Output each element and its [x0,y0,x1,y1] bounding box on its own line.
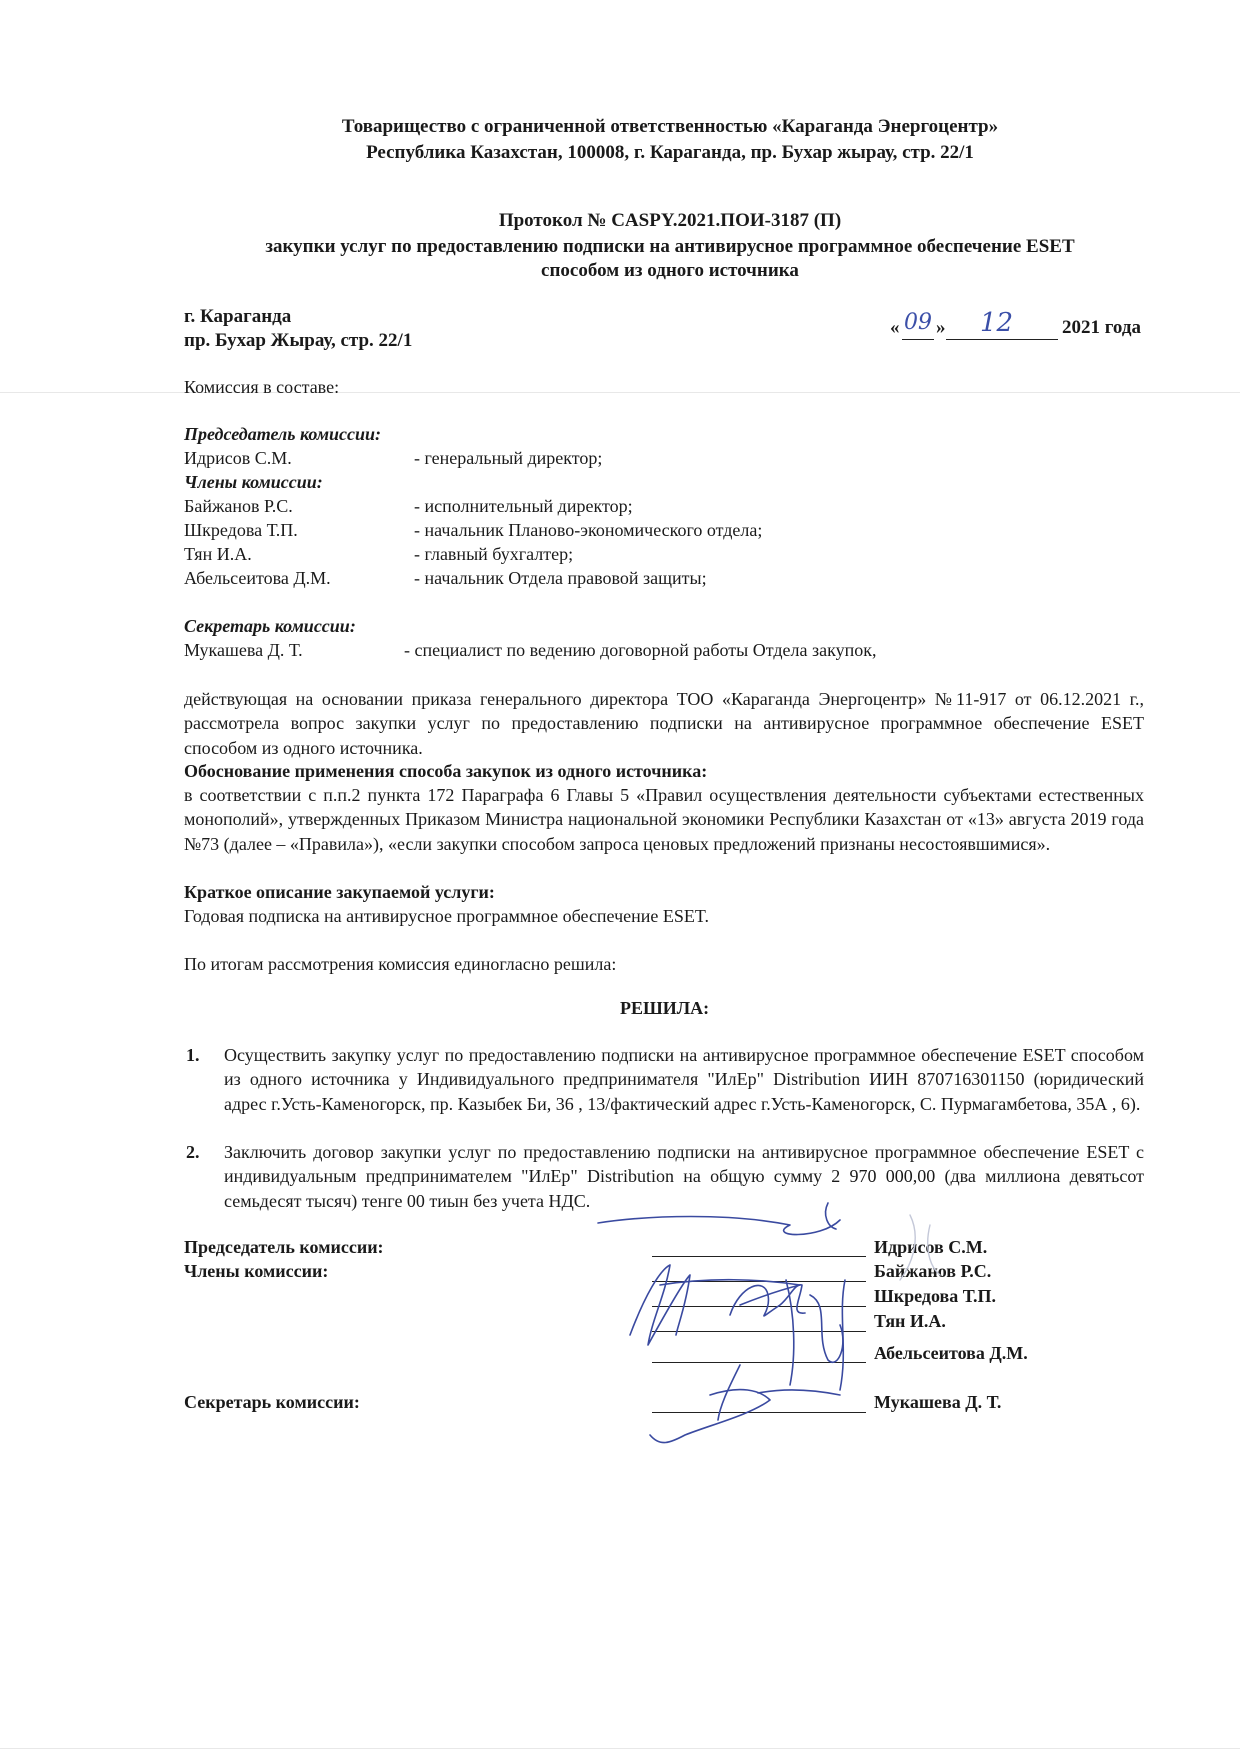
chair-heading: Председатель комиссии: [184,424,382,444]
result-intro: По итогам рассмотрения комиссия единогласно решила: [184,954,617,974]
scan-artifact-line [0,1748,1240,1749]
org-address: Республика Казахстан, 100008, г. Караганда, пр. Бухар жырау, стр. 22/1 [366,142,974,163]
secretary-heading: Секретарь комиссии: [184,616,356,636]
signatory-name: Мукашева Д. Т. [874,1392,1002,1412]
date-day-underline [902,339,934,340]
secretary-name: Мукашева Д. Т. [184,640,303,660]
description-heading: Краткое описание закупаемой услуги: [184,882,495,902]
member-role: - начальник Отдела правовой защиты; [414,568,707,588]
member-name: Абельсеитова Д.М. [184,568,331,588]
protocol-subject-line2: способом из одного источника [541,260,799,281]
sign-chair-label: Председатель комиссии: [184,1237,384,1257]
signatory-name: Шкредова Т.П. [874,1286,996,1306]
chair-name: Идрисов С.М. [184,448,292,468]
sign-secretary-label: Секретарь комиссии: [184,1392,360,1412]
basis-paragraph: действующая на основании приказа генерального директора ТОО «Караганда Энергоцентр» №11-917 от 06.12.2021 г., рассмотрела вопрос закупки услуг по предоставлению подписки на антивирусное программное обеспечение ESET способом из одного источника. [184,689,1144,758]
members-heading: Члены комиссии: [184,472,323,492]
signatory-name: Абельсеитова Д.М. [874,1343,1028,1363]
date-day-handwritten: 09 [904,310,932,335]
decision-heading: РЕШИЛА: [620,998,710,1018]
place-city: г. Караганда [184,306,292,327]
protocol-number: Протокол № CASPY.2021.ПОИ-3187 (П) [498,210,842,231]
date-month-underline [946,339,1058,340]
date-open-quote: « [890,317,900,338]
member-role: - начальник Планово-экономического отдела; [414,520,763,540]
member-name: Шкредова Т.П. [184,520,298,540]
commission-intro: Комиссия в составе: [184,377,340,397]
decision-text: Осуществить закупку услуг по предоставлению подписки на антивирусное программное обеспечение ESET способом из одного источника у Индивидуального предпринимателя "ИлЕр" Distribution ИИН 870716301150 (юридический адрес г.Усть-Каменогорск, пр. Казыбек Би, 36 , 13/фактический адрес г.Усть-Каменогорск, С. Пурмагамбетова, 35А , 6). [224,1045,1144,1114]
chair-role: - генеральный директор; [414,448,603,468]
member-name: Байжанов Р.С. [184,496,293,516]
description-text: Годовая подписка на антивирусное программное обеспечение ESET. [184,906,710,926]
date-year: 2021 года [1062,317,1141,338]
protocol-subject-line1: закупки услуг по предоставлению подписки на антивирусное программное обеспечение ESET [265,236,1075,257]
date-close-quote: » [936,317,946,338]
handwritten-signatures [590,1185,950,1455]
decision-number: 2. [186,1142,200,1162]
decision-text: Заключить договор закупки услуг по предоставлению подписки на антивирусное программное обеспечение ESET с индивидуальным предпринимателем "ИлЕр" Distribution на общую сумму 2 970 000,00 (два миллиона девятьсот семьдесят тысяч) тенге 00 тиын без учета НДС. [224,1142,1144,1211]
sign-members-label: Члены комиссии: [184,1261,329,1281]
member-role: - исполнительный директор; [414,496,633,516]
justification-heading: Обоснование применения способа закупок из одного источника: [184,761,708,781]
member-role: - главный бухгалтер; [414,544,574,564]
member-name: Тян И.А. [184,544,252,564]
signatory-name: Тян И.А. [874,1311,946,1331]
signatory-name: Идрисов С.М. [874,1237,988,1257]
protocol-date [884,308,1144,342]
date-month-handwritten: 12 [980,308,1014,338]
justification-paragraph: в соответствии с п.п.2 пункта 172 Параграфа 6 Главы 5 «Правил осуществления деятельности субъектами естественных монополий», утвержденных Приказом Министра национальной экономики Республики Казахстан от «13» августа 2019 года №73 (далее – «Правила»), «если закупки способом запроса ценовых предложений признаны несостоявшимися». [184,785,1144,854]
signatory-name: Байжанов Р.С. [874,1261,992,1281]
decision-number: 1. [186,1045,200,1065]
place-street: пр. Бухар Жырау, стр. 22/1 [184,330,413,351]
org-name: Товарищество с ограниченной ответственностью «Караганда Энергоцентр» [341,116,999,137]
secretary-role: - специалист по ведению договорной работы Отдела закупок, [404,640,877,660]
